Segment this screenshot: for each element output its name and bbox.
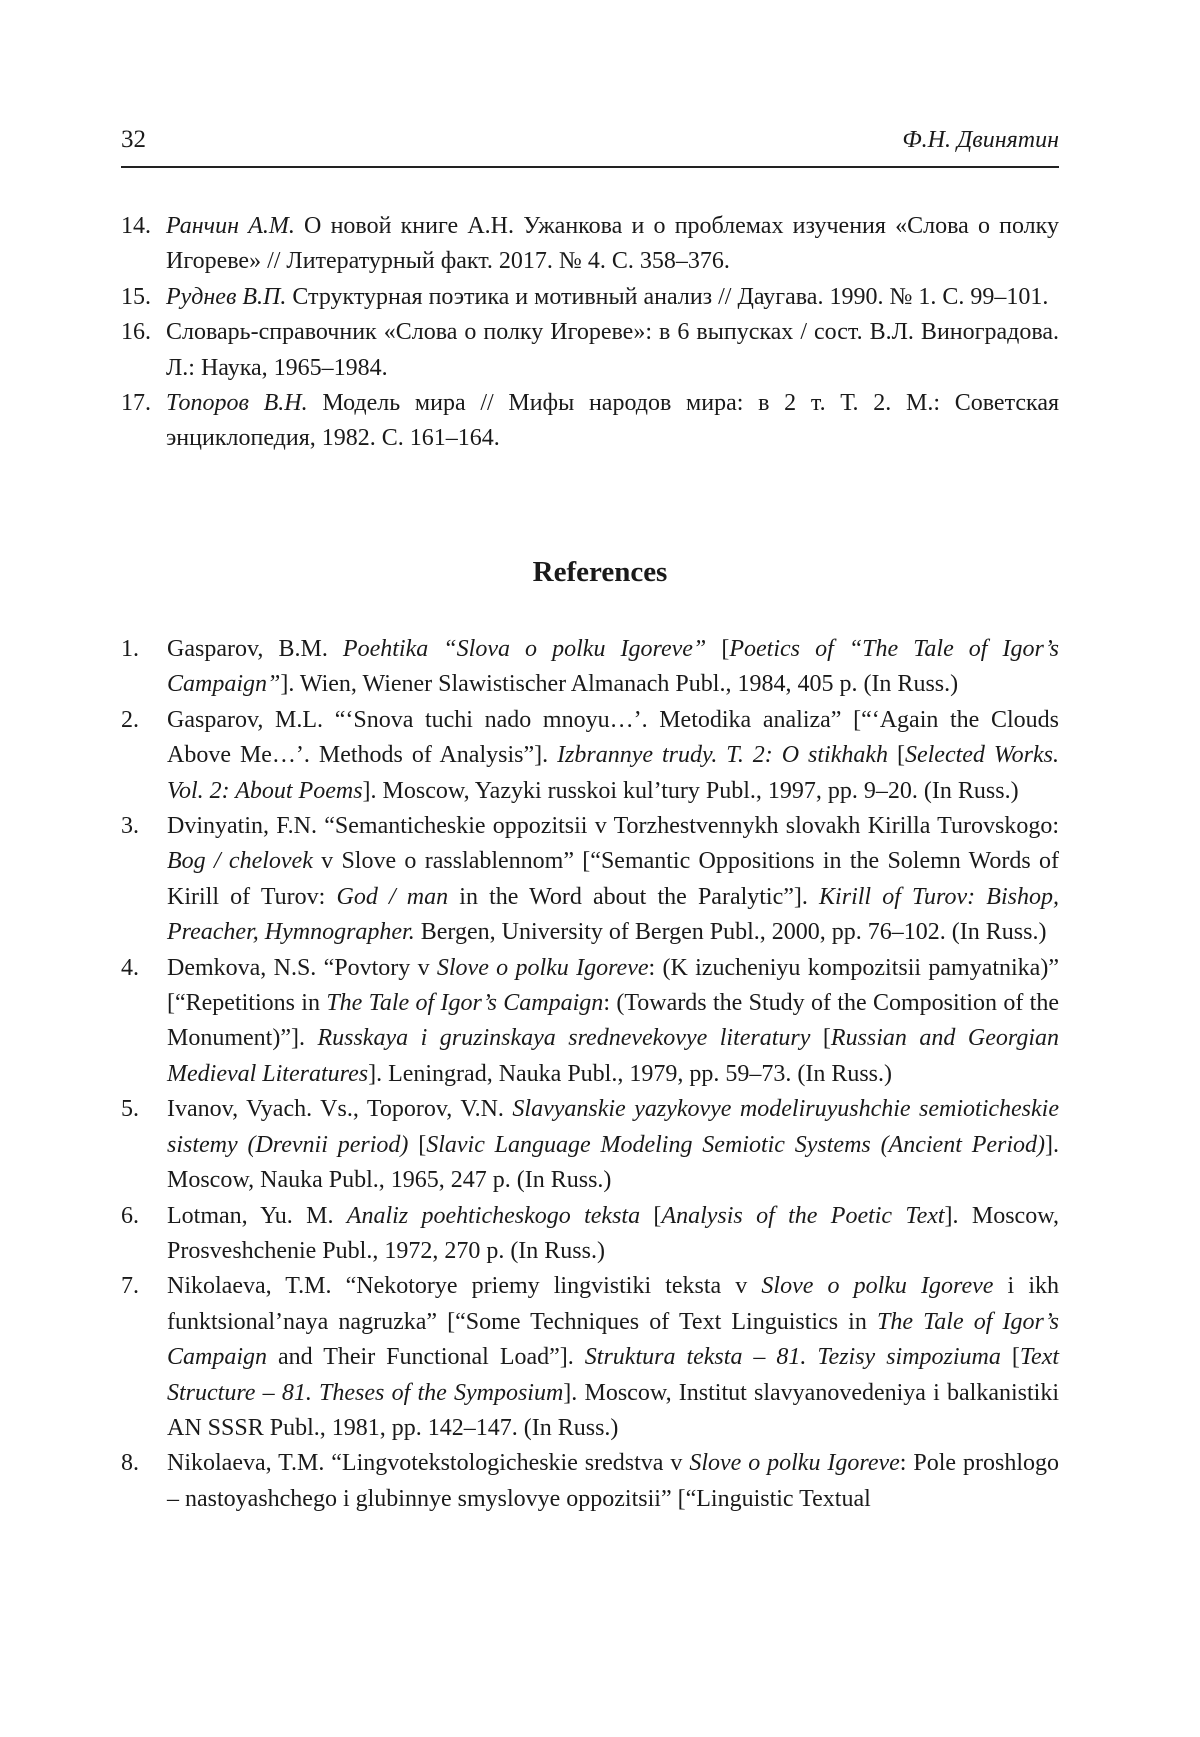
references-list [121, 632, 1059, 1517]
ref-italic-text: Poehtika “Slova o polku Igoreve” [342, 636, 707, 662]
ref-text: [ [706, 636, 730, 662]
ref-italic-text: Text Structure – 81. Theses of the Symposium [167, 1344, 1060, 1406]
ref-italic-text: God / man [336, 883, 449, 910]
ref-italic-text: Kirill of Turov: Bishop, Preacher, Hymnographer. [167, 883, 1059, 946]
ref-italic-text: Selected Works. Vol. 2: About Poems [167, 742, 1060, 804]
ref-text: Lotman, Yu. M. [167, 1202, 347, 1229]
ref-text: О новой книге А.Н. Ужанкова и о проблемах изучения «Слова о полку Игореве» // Литературный факт. 2017. № 4. С. 358–376. [166, 213, 1059, 275]
list-item [121, 1199, 1059, 1270]
ref-text: i ikh funktsional’naya nagruzka” [“Some Techniques of Text Linguistics in [167, 1273, 1059, 1335]
ref-number: 14. [121, 213, 151, 239]
list-item [121, 951, 1059, 1093]
ref-text: Структурная поэтика и мотивный анализ // Даугава. 1990. № 1. С. 99–101. [286, 283, 1049, 310]
ref-text: and Their Functional Load”]. [267, 1344, 585, 1371]
ref-text: Словарь-справочник «Слова о полку Игореве»: в 6 выпусках / сост. В.Л. Виноградова. Л.: Наука, 1965–1984. [166, 319, 1059, 381]
ref-italic-text: The Tale of Igor’s Campaign [167, 1308, 1059, 1371]
ref-author: Руднев В.П. [166, 283, 287, 310]
page-number: 32 [121, 126, 146, 153]
ref-text: Модель мира // Мифы народов мира: в 2 т. Т. 2. М.: Советская энциклопедия, 1982. С. 161–164. [166, 390, 1060, 452]
ref-text: : (K izucheniyu kompozitsii pamyatnika)” [“Repetitions in [167, 954, 1059, 1017]
list-item [121, 209, 1059, 280]
ref-text: ]. Wien, Wiener Slawistischer Almanach Publ., 1984, 405 p. (In Russ.) [280, 671, 959, 698]
ref-number: 7. [121, 1273, 139, 1300]
ref-number: 15. [121, 283, 151, 310]
ref-italic-text: Slove o polku Igoreve [761, 1273, 994, 1300]
ref-text: ]. Leningrad, Nauka Publ., 1979, pp. 59–73. (In Russ.) [368, 1060, 893, 1087]
ref-text: ]. Moscow, Nauka Publ., 1965, 247 p. (In Russ.) [167, 1131, 1060, 1194]
ref-number: 3. [121, 813, 139, 840]
ref-number: 5. [121, 1096, 139, 1123]
running-author: Ф.Н. Двинятин [902, 127, 1059, 153]
ref-text: Gasparov, B.M. [167, 636, 343, 662]
list-item [121, 632, 1059, 703]
russian-reference-list [121, 209, 1059, 457]
ref-text: Demkova, N.S. “Povtory v [167, 954, 437, 981]
running-header [121, 126, 1059, 168]
list-item [121, 315, 1059, 386]
ref-italic-text: Bog / chelovek [167, 848, 313, 875]
ref-text: [ [1000, 1344, 1020, 1371]
ref-italic-text: Izbrannye trudy. T. 2: O stikhakh [557, 742, 889, 769]
ref-text: [ [888, 742, 905, 769]
ref-number: 16. [121, 319, 151, 346]
ref-text: ]. Moscow, Institut slavyanovedeniya i balkanistiki AN SSSR Publ., 1981, pp. 142–147. (In Russ.) [167, 1379, 1059, 1441]
ref-number: 17. [121, 390, 151, 417]
ref-italic-text: Slove o polku Igoreve [689, 1450, 900, 1477]
ref-author: Ранчин А.М. [166, 213, 295, 239]
ref-text: ]. Moscow, Yazyki russkoi kul’tury Publ., 1997, pp. 9–20. (In Russ.) [362, 777, 1019, 804]
ref-italic-text: Struktura teksta – 81. Tezisy simpoziuma [584, 1344, 1001, 1371]
ref-text: ]. Moscow, Prosveshchenie Publ., 1972, 270 p. (In Russ.) [167, 1202, 1059, 1264]
ref-italic-text: Analysis of the Poetic Text [661, 1202, 945, 1229]
ref-italic-text: Slavic Language Modeling Semiotic Systems (Ancient Period) [426, 1131, 1046, 1158]
ref-italic-text: Analiz poehticheskogo teksta [346, 1202, 641, 1229]
list-item [121, 386, 1059, 457]
ref-text: [ [810, 1025, 831, 1052]
ref-text: Ivanov, Vyach. Vs., Toporov, V.N. [167, 1096, 513, 1123]
ref-text: v Slove o rasslablennom” [“Semantic Oppositions in the Solemn Words of Kirill of Turov: [167, 848, 1059, 910]
list-item [121, 280, 1059, 315]
ref-text: Bergen, University of Bergen Publ., 2000, pp. 76–102. (In Russ.) [414, 919, 1047, 946]
ref-text: Gasparov, M.L. “‘Snova tuchi nado mnoyu…’. Metodika analiza” [“‘Again the Clouds Above Me…’. Methods of Analysis”]. [167, 706, 1059, 769]
ref-number: 4. [121, 954, 139, 981]
ref-text: Nikolaeva, T.M. “Lingvotekstologicheskie sredstva v [167, 1450, 690, 1477]
ref-italic-text: Slove o polku Igoreve [436, 954, 649, 981]
list-item [121, 1446, 1059, 1517]
ref-text: in the Word about the Paralytic”]. [448, 883, 820, 910]
ref-number: 6. [121, 1202, 139, 1229]
ref-author: Топоров В.Н. [166, 390, 308, 417]
ref-italic-text: Slavyanskie yazykovye modeliruyushchie semioticheskie sistemy (Drevnii period) [167, 1096, 1059, 1158]
ref-text: [ [408, 1131, 427, 1158]
ref-italic-text: Poetics of “The Tale of Igor’s Campaign” [167, 636, 1059, 698]
ref-italic-text: Russkaya i gruzinskaya srednevekovye literatury [317, 1025, 811, 1052]
ref-number: 1. [121, 636, 139, 662]
ref-text: Nikolaeva, T.M. “Nekotorye priemy lingvistiki teksta v [167, 1273, 762, 1300]
ref-text: : (Towards the Study of the Composition of the Monument)”]. [167, 990, 1059, 1052]
references-heading: References [532, 556, 668, 588]
list-item [121, 809, 1059, 951]
ref-italic-text: Russian and Georgian Medieval Literatures [167, 1025, 1060, 1087]
ref-number: 8. [121, 1450, 139, 1477]
ref-text: [ [640, 1202, 662, 1229]
ref-italic-text: The Tale of Igor’s Campaign [326, 990, 604, 1017]
list-item [121, 703, 1059, 809]
list-item [121, 1269, 1059, 1446]
list-item [121, 1092, 1059, 1198]
ref-number: 2. [121, 706, 139, 733]
ref-text: : Pole proshlogo – nastoyashchego i glubinnye smyslovye oppozitsii” [“Linguistic Textual [167, 1450, 1059, 1512]
ref-text: Dvinyatin, F.N. “Semanticheskie oppozitsii v Torzhestvennykh slovakh Kirilla Turovskogo: [167, 813, 1059, 840]
